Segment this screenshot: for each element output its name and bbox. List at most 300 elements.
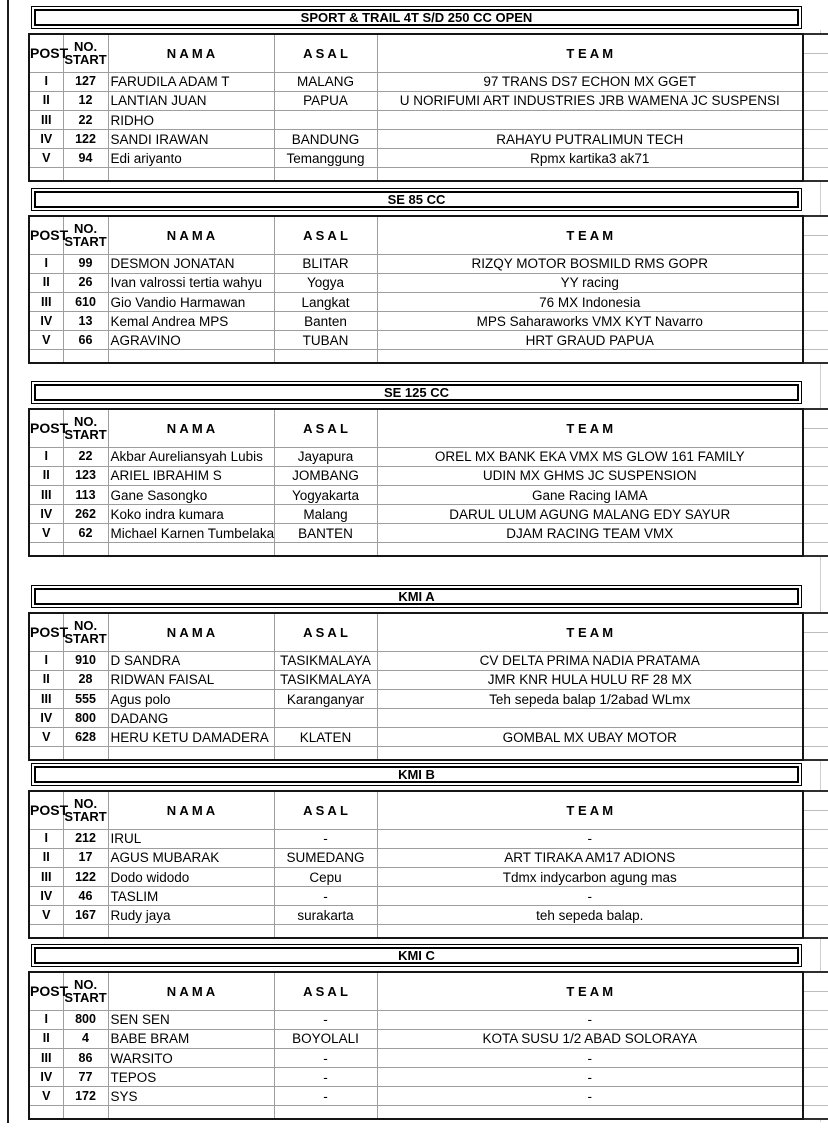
header-asal <box>274 972 377 1010</box>
empty-cell <box>63 747 108 760</box>
table-area <box>28 33 828 182</box>
cell-rider-name-text: Edi ariyanto <box>110 150 182 166</box>
cell-position <box>29 130 63 149</box>
cell-rider-name <box>108 273 274 292</box>
cell-team <box>377 111 803 130</box>
cell-rider-name <box>108 1010 274 1029</box>
cell-team <box>377 709 803 728</box>
category-table <box>28 971 804 1120</box>
table-row <box>29 728 803 747</box>
cell-team <box>377 149 803 168</box>
cell-team <box>377 670 803 689</box>
cell-start-number <box>63 1049 108 1068</box>
cell-origin-text: BANDUNG <box>291 131 360 147</box>
table-row <box>29 111 803 130</box>
cell-position <box>29 651 63 670</box>
table-row <box>29 293 803 312</box>
cell-origin-text: KLATEN <box>299 729 352 745</box>
empty-cell <box>63 1106 108 1119</box>
cell-rider-name <box>108 331 274 350</box>
header-no-line2: START <box>64 631 107 647</box>
cell-position-text: II <box>42 275 50 290</box>
cell-rider-name-text: ARIEL IBRAHIM S <box>110 468 222 484</box>
cell-position-text: V <box>42 332 51 347</box>
cell-rider-name <box>108 848 274 867</box>
cell-rider-name <box>108 829 274 848</box>
cell-team <box>377 466 803 485</box>
cell-origin <box>274 709 377 728</box>
empty-cell <box>108 1106 274 1119</box>
cell-origin <box>274 1029 377 1048</box>
header-nama-text: N A M A <box>166 983 216 999</box>
cell-rider-name <box>108 254 274 273</box>
table-row <box>29 1049 803 1068</box>
cell-position-text: I <box>44 256 48 271</box>
cell-team-text: DARUL ULUM AGUNG MALANG EDY SAYUR <box>449 506 731 522</box>
cell-rider-name-text: Gio Vandio Harmawan <box>110 294 246 310</box>
cell-start-number-text: 28 <box>78 672 93 687</box>
cell-origin-text: Banten <box>304 313 347 329</box>
empty-cell <box>108 168 274 181</box>
cell-team <box>377 1049 803 1068</box>
cell-rider-name <box>108 312 274 331</box>
cell-start-number-text: 555 <box>75 691 96 706</box>
cell-origin-text: Karanganyar <box>286 691 365 707</box>
table-row <box>29 887 803 906</box>
cell-team-text: Tdmx indycarbon agung mas <box>502 869 677 885</box>
cell-position <box>29 868 63 887</box>
header-no-start <box>63 216 108 254</box>
cell-position <box>29 149 63 168</box>
cell-start-number <box>63 848 108 867</box>
cell-rider-name-text: Akbar Aureliansyah Lubis <box>110 449 263 465</box>
empty-cell <box>29 1106 63 1119</box>
cell-position-text: I <box>44 449 48 464</box>
cell-team-text: - <box>587 1012 592 1028</box>
cell-start-number-text: 628 <box>75 729 96 744</box>
cell-position <box>29 848 63 867</box>
cell-rider-name-text: SANDI IRAWAN <box>110 131 209 147</box>
cell-start-number <box>63 829 108 848</box>
cell-rider-name-text: RIDWAN FAISAL <box>110 672 215 688</box>
cell-origin <box>274 293 377 312</box>
header-post <box>29 613 69 651</box>
empty-row <box>29 1106 803 1119</box>
cell-position <box>29 293 63 312</box>
header-no-line1: NO. <box>73 39 98 55</box>
cell-position-text: I <box>44 653 48 668</box>
cell-team-text: MPS Saharaworks VMX KYT Navarro <box>476 313 703 329</box>
cell-position <box>29 1068 63 1087</box>
empty-cell <box>29 543 63 556</box>
right-margin-gridlines <box>804 790 828 939</box>
cell-start-number <box>63 868 108 887</box>
cell-team <box>377 72 803 91</box>
header-post <box>29 972 69 1010</box>
header-no-line1: NO. <box>73 977 98 993</box>
table-row <box>29 1068 803 1087</box>
cell-rider-name-text: LANTIAN JUAN <box>110 93 207 109</box>
empty-cell <box>274 543 377 556</box>
table-area <box>28 971 828 1120</box>
header-nama-text: N A M A <box>166 420 216 436</box>
empty-cell <box>29 925 63 938</box>
section-title-bar <box>31 585 802 608</box>
cell-origin-text: Yogya <box>306 275 345 291</box>
cell-team <box>377 690 803 709</box>
cell-origin <box>274 466 377 485</box>
header-team-text: T E A M <box>566 983 614 999</box>
cell-team-text: KOTA SUSU 1/2 ABAD SOLORAYA <box>482 1031 698 1047</box>
cell-team <box>377 868 803 887</box>
cell-position <box>29 1087 63 1106</box>
cell-start-number-text: 910 <box>75 653 96 668</box>
cell-rider-name-text: Gane Sasongko <box>110 487 208 503</box>
empty-row <box>29 543 803 556</box>
cell-rider-name-text: BABE BRAM <box>110 1031 190 1047</box>
category-block <box>28 585 828 761</box>
header-team <box>377 613 803 651</box>
cell-origin <box>274 906 377 925</box>
cell-team <box>377 447 803 466</box>
cell-position-text: V <box>42 907 51 922</box>
header-asal-text: A S A L <box>303 624 348 640</box>
cell-team-text: JMR KNR HULA HULU RF 28 MX <box>487 672 692 688</box>
header-asal <box>274 791 377 829</box>
cell-position-text: I <box>44 831 48 846</box>
cell-start-number <box>63 524 108 543</box>
cell-team-text: UDIN MX GHMS JC SUSPENSION <box>482 468 697 484</box>
empty-row <box>29 925 803 938</box>
cell-start-number <box>63 72 108 91</box>
section-title-bar <box>31 763 802 786</box>
empty-row <box>29 168 803 181</box>
cell-position <box>29 1029 63 1048</box>
table-area <box>28 408 828 557</box>
empty-row <box>29 747 803 760</box>
cell-start-number <box>63 651 108 670</box>
table-area <box>28 215 828 364</box>
header-team-text: T E A M <box>566 624 614 640</box>
cell-rider-name <box>108 72 274 91</box>
cell-start-number <box>63 312 108 331</box>
cell-rider-name <box>108 130 274 149</box>
cell-start-number-text: 127 <box>75 74 96 89</box>
cell-rider-name-text: AGUS MUBARAK <box>110 850 220 866</box>
cell-start-number <box>63 331 108 350</box>
right-margin-gridlines <box>804 33 828 182</box>
cell-start-number-text: 4 <box>82 1031 89 1046</box>
cell-start-number <box>63 486 108 505</box>
cell-team <box>377 524 803 543</box>
empty-cell <box>63 543 108 556</box>
section-title: KMI A <box>34 588 799 605</box>
table-header-row <box>29 613 803 651</box>
header-team <box>377 972 803 1010</box>
header-no-start <box>63 791 108 829</box>
cell-position-text: III <box>41 869 52 884</box>
cell-origin <box>274 524 377 543</box>
header-team-text: T E A M <box>566 802 614 818</box>
table-row <box>29 254 803 273</box>
table-header-row <box>29 216 803 254</box>
cell-origin <box>274 91 377 110</box>
cell-start-number <box>63 447 108 466</box>
cell-rider-name-text: TEPOS <box>110 1069 157 1085</box>
cell-position-text: IV <box>40 313 53 328</box>
cell-origin <box>274 651 377 670</box>
header-team <box>377 791 803 829</box>
header-no-start <box>63 972 108 1010</box>
cell-start-number <box>63 709 108 728</box>
cell-position <box>29 1049 63 1068</box>
cell-start-number <box>63 91 108 110</box>
cell-team-text: U NORIFUMI ART INDUSTRIES JRB WAMENA JC SUSPENSI <box>399 93 780 109</box>
cell-origin <box>274 486 377 505</box>
cell-team <box>377 887 803 906</box>
category-table <box>28 790 804 939</box>
cell-team-text: HRT GRAUD PAPUA <box>525 332 654 348</box>
cell-rider-name <box>108 1087 274 1106</box>
cell-origin-text: - <box>323 1012 328 1028</box>
cell-team-text: - <box>587 888 592 904</box>
cell-origin-text: TASIKMALAYA <box>280 653 371 669</box>
category-block <box>28 188 828 364</box>
table-row <box>29 331 803 350</box>
cell-start-number-text: 99 <box>78 256 93 271</box>
section-title-bar <box>31 944 802 967</box>
cell-rider-name <box>108 887 274 906</box>
header-team-text: T E A M <box>566 227 614 243</box>
cell-origin <box>274 130 377 149</box>
cell-team-text: RAHAYU PUTRALIMUN TECH <box>496 131 684 147</box>
empty-cell <box>377 747 803 760</box>
cell-rider-name-text: HERU KETU DAMADERA <box>110 729 269 745</box>
cell-origin-text: Cepu <box>309 869 342 885</box>
cell-start-number-text: 62 <box>78 525 93 540</box>
cell-rider-name-text: Ivan valrossi tertia wahyu <box>110 275 263 291</box>
cell-start-number <box>63 466 108 485</box>
empty-cell <box>274 1106 377 1119</box>
table-header-row <box>29 409 803 447</box>
cell-position <box>29 906 63 925</box>
cell-rider-name-text: FARUDILA ADAM T <box>110 74 230 90</box>
cell-origin-text: Yogyakarta <box>291 487 360 503</box>
cell-origin <box>274 149 377 168</box>
cell-rider-name-text: SYS <box>110 1088 138 1104</box>
table-row <box>29 505 803 524</box>
cell-rider-name <box>108 728 274 747</box>
cell-rider-name <box>108 709 274 728</box>
empty-cell <box>377 925 803 938</box>
cell-start-number-text: 123 <box>75 468 96 483</box>
cell-rider-name <box>108 505 274 524</box>
table-row <box>29 848 803 867</box>
cell-rider-name <box>108 690 274 709</box>
cell-rider-name <box>108 1029 274 1048</box>
header-nama <box>108 34 274 72</box>
cell-start-number-text: 26 <box>78 275 93 290</box>
cell-rider-name-text: DADANG <box>110 710 169 726</box>
table-area <box>28 612 828 761</box>
cell-position-text: II <box>42 850 50 865</box>
empty-cell <box>108 747 274 760</box>
header-post-text: POST <box>30 983 69 1000</box>
cell-position-text: IV <box>40 1069 53 1084</box>
cell-position-text: V <box>42 525 51 540</box>
header-no-line1: NO. <box>73 796 98 812</box>
cell-origin-text: - <box>323 1050 328 1066</box>
table-row <box>29 829 803 848</box>
header-no-line1: NO. <box>73 618 98 634</box>
empty-cell <box>377 168 803 181</box>
cell-team-text: teh sepeda balap. <box>536 907 644 923</box>
cell-start-number-text: 46 <box>78 888 93 903</box>
cell-position-text: II <box>42 93 50 108</box>
cell-position-text: III <box>41 294 52 309</box>
cell-start-number-text: 122 <box>75 131 96 146</box>
cell-start-number-text: 22 <box>78 112 93 127</box>
cell-origin <box>274 312 377 331</box>
cell-team-text: - <box>587 1069 592 1085</box>
table-row <box>29 690 803 709</box>
cell-team <box>377 1010 803 1029</box>
cell-position-text: IV <box>40 888 53 903</box>
cell-origin <box>274 690 377 709</box>
empty-cell <box>108 350 274 363</box>
section-title: SE 85 CC <box>34 191 799 208</box>
cell-start-number <box>63 505 108 524</box>
cell-position <box>29 1010 63 1029</box>
cell-origin-text: PAPUA <box>303 93 348 109</box>
cell-rider-name-text: Michael Karnen Tumbelaka <box>110 525 275 541</box>
table-row <box>29 651 803 670</box>
header-team-text: T E A M <box>566 45 614 61</box>
cell-start-number <box>63 670 108 689</box>
cell-team-text: Gane Racing IAMA <box>531 487 648 503</box>
cell-position <box>29 273 63 292</box>
header-no-line2: START <box>64 809 107 825</box>
cell-rider-name <box>108 111 274 130</box>
cell-team <box>377 312 803 331</box>
cell-position <box>29 72 63 91</box>
cell-rider-name-text: DESMON JONATAN <box>110 256 235 272</box>
table-row <box>29 447 803 466</box>
cell-start-number <box>63 906 108 925</box>
cell-position <box>29 709 63 728</box>
category-table <box>28 612 804 761</box>
cell-team <box>377 273 803 292</box>
category-block <box>28 944 828 1120</box>
cell-position-text: II <box>42 1031 50 1046</box>
table-header-row <box>29 34 803 72</box>
header-post <box>29 409 69 447</box>
cell-rider-name <box>108 670 274 689</box>
cell-team-text: DJAM RACING TEAM VMX <box>506 525 674 541</box>
cell-start-number <box>63 273 108 292</box>
cell-position-text: III <box>41 487 52 502</box>
cell-start-number-text: 12 <box>78 93 93 108</box>
table-header-row <box>29 972 803 1010</box>
cell-team <box>377 848 803 867</box>
cell-start-number-text: 94 <box>78 150 93 165</box>
table-row <box>29 1029 803 1048</box>
header-no-line1: NO. <box>73 414 98 430</box>
header-no-line1: NO. <box>73 221 98 237</box>
header-asal-text: A S A L <box>303 983 348 999</box>
cell-start-number <box>63 254 108 273</box>
cell-start-number-text: 77 <box>78 1069 93 1084</box>
header-nama <box>108 791 274 829</box>
cell-team <box>377 829 803 848</box>
cell-position <box>29 505 63 524</box>
cell-origin-text: Malang <box>303 506 348 522</box>
cell-rider-name <box>108 906 274 925</box>
cell-start-number-text: 212 <box>75 831 96 846</box>
empty-cell <box>63 168 108 181</box>
cell-position <box>29 466 63 485</box>
cell-team <box>377 254 803 273</box>
cell-origin-text: Jayapura <box>297 449 354 465</box>
cell-origin-text: JOMBANG <box>292 468 359 484</box>
table-header-row <box>29 791 803 829</box>
table-row <box>29 273 803 292</box>
cell-rider-name <box>108 486 274 505</box>
cell-team-text: - <box>587 1088 592 1104</box>
cell-position-text: IV <box>40 710 53 725</box>
section-title-bar <box>31 381 802 404</box>
cell-origin <box>274 728 377 747</box>
category-block <box>28 381 828 557</box>
cell-team <box>377 1068 803 1087</box>
header-nama <box>108 613 274 651</box>
cell-start-number <box>63 1029 108 1048</box>
cell-rider-name <box>108 293 274 312</box>
cell-origin-text: surakarta <box>297 907 354 923</box>
cell-origin <box>274 254 377 273</box>
cell-origin <box>274 1087 377 1106</box>
table-row <box>29 868 803 887</box>
cell-start-number-text: 172 <box>75 1088 96 1103</box>
cell-start-number-text: 800 <box>75 1012 96 1027</box>
cell-start-number-text: 66 <box>78 332 93 347</box>
cell-position <box>29 111 63 130</box>
cell-origin <box>274 447 377 466</box>
empty-cell <box>377 543 803 556</box>
header-asal <box>274 613 377 651</box>
cell-origin-text: - <box>323 1069 328 1085</box>
cell-position <box>29 728 63 747</box>
cell-team <box>377 728 803 747</box>
cell-rider-name-text: WARSITO <box>110 1050 173 1066</box>
empty-row <box>29 350 803 363</box>
cell-rider-name <box>108 466 274 485</box>
cell-position <box>29 887 63 906</box>
cell-team-text: RIZQY MOTOR BOSMILD RMS GOPR <box>471 256 709 272</box>
cell-start-number-text: 800 <box>75 710 96 725</box>
header-post <box>29 216 69 254</box>
cell-team-text: ART TIRAKA AM17 ADIONS <box>504 850 676 866</box>
cell-rider-name-text: Koko indra kumara <box>110 506 224 522</box>
header-asal-text: A S A L <box>303 802 348 818</box>
cell-team <box>377 1087 803 1106</box>
cell-origin <box>274 273 377 292</box>
cell-origin <box>274 868 377 887</box>
cell-team-text: 76 MX Indonesia <box>539 294 641 310</box>
cell-position-text: V <box>42 150 51 165</box>
header-post <box>29 34 69 72</box>
cell-rider-name-text: Agus polo <box>110 691 171 707</box>
